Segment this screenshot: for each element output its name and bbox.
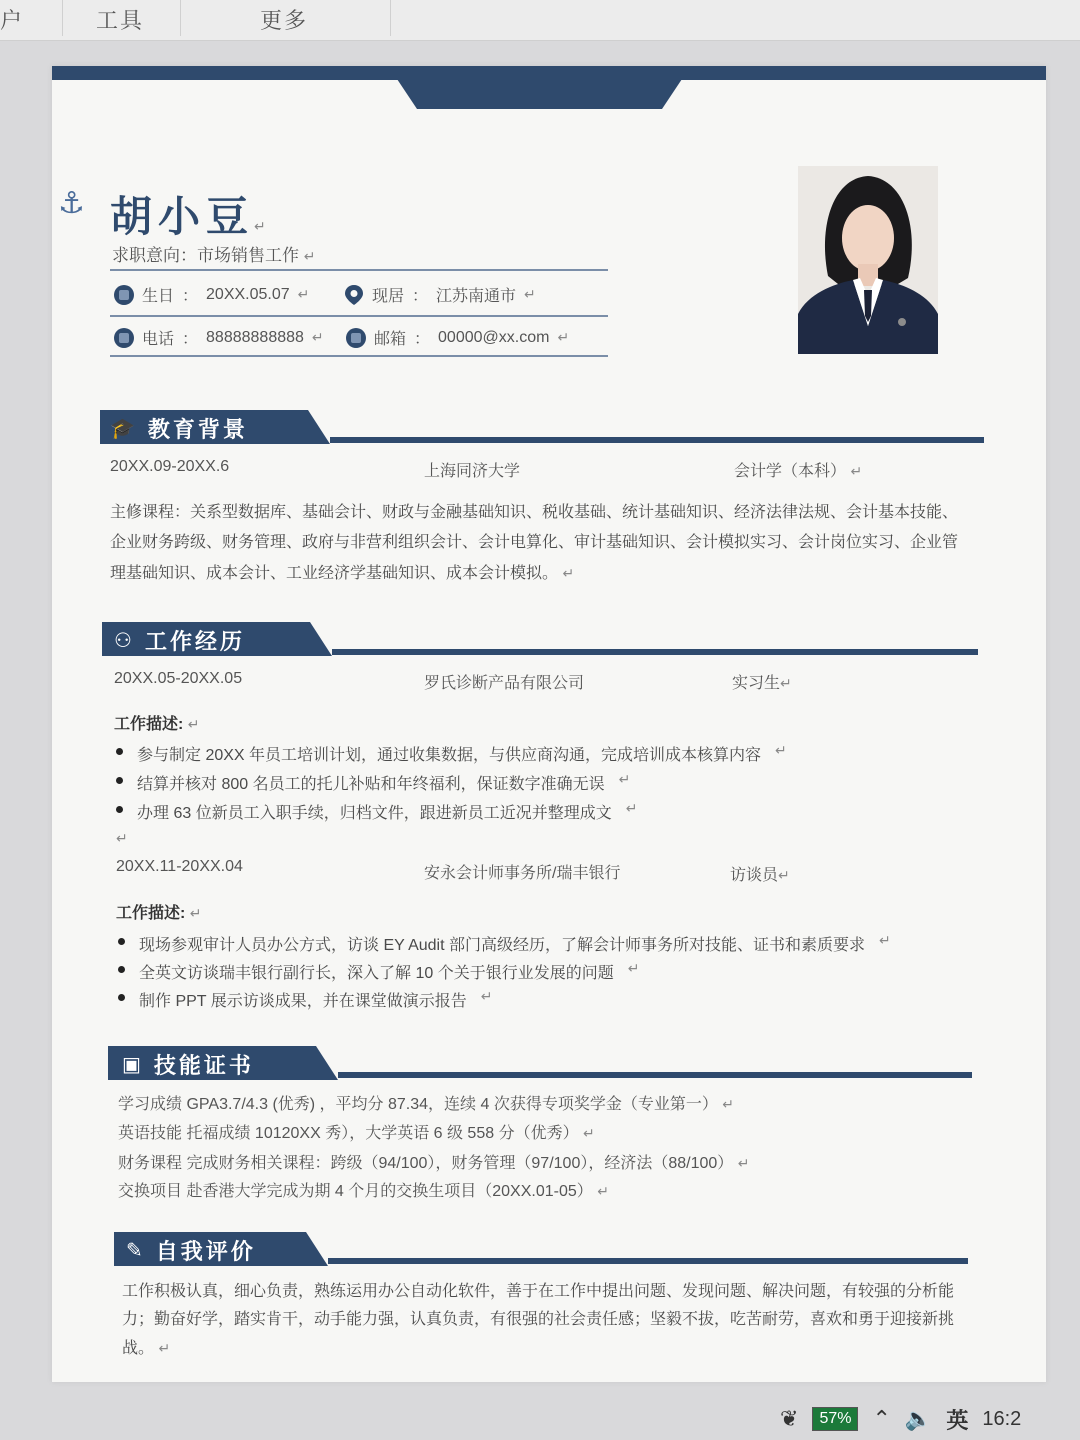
graduation-cap-icon: 🎓 — [110, 418, 138, 440]
certificate-icon: ▣ — [122, 1054, 144, 1076]
list-item: 参与制定 20XX 年员工培训计划，通过收集数据，与供应商沟通，完成培训成本核算内容 ↵ — [116, 742, 787, 765]
email-field: 邮箱 ： 00000@xx.com ↵ — [346, 326, 569, 349]
menu-item-tools[interactable]: 工具 — [96, 8, 145, 33]
job-2-company: 安永会计师事务所/瑞丰银行 — [424, 865, 621, 882]
divider — [110, 269, 608, 271]
menu-separator — [62, 0, 63, 36]
list-item: 现场参观审计人员办公方式，访谈 EY Audit 部门高级经历，了解会计师事务所对技能、证书和素质要求 ↵ — [118, 932, 891, 955]
education-courses: 主修课程：关系型数据库、基础会计、财政与金融基础知识、税收基础、统计基础知识、经济法律法规、会计基本技能、企业财务跨级、财务管理、政府与非营利组织会计、会计电算化、审计基础知识、会计模拟实习、会计岗位实习、企业管理基础知识、成本会计、工业经济学基础知识、成本会计模拟。 ↵ — [110, 504, 959, 582]
app-menubar — [0, 0, 1080, 41]
skill-line: 交换项目 赴香港大学完成为期 4 个月的交换生项目（20XX.01-05） ↵ — [118, 1183, 609, 1200]
divider — [110, 315, 608, 317]
job-2-period: 20XX.11-20XX.04 — [116, 858, 243, 875]
education-school: 上海同济大学 — [424, 463, 521, 480]
edit-icon: ✎ — [126, 1240, 146, 1262]
job-intent: 求职意向：市场销售工作 ↵ — [112, 246, 316, 265]
education-underline — [330, 437, 984, 443]
system-tray — [780, 1398, 1080, 1440]
anchor-icon: ⚓ — [58, 187, 85, 220]
job-2-role: 访谈员↵ — [730, 867, 790, 884]
skill-line: 学习成绩 GPA3.7/4.3 (优秀) ，平均分 87.34，连续 4 次获得专项奖学金（专业第一） ↵ — [118, 1096, 735, 1113]
self-title: ✎ 自我评价 — [126, 1239, 256, 1264]
job-1-period: 20XX.05-20XX.05 — [114, 670, 243, 687]
birthday-icon — [114, 285, 134, 305]
birthday-field: 生日 ： 20XX.05.07 ↵ — [114, 283, 309, 306]
candidate-name: 胡小豆↵ — [110, 193, 272, 240]
location-pin-icon — [344, 284, 364, 306]
education-title: 🎓 教育背景 — [110, 417, 248, 442]
clock[interactable]: 16:2 — [982, 1407, 1022, 1430]
phone-field: 电话 ： 88888888888 ↵ — [114, 326, 324, 349]
email-icon — [346, 328, 366, 348]
education-major: 会计学（本科） ↵ — [734, 463, 863, 480]
briefcase-icon: ⚇ — [114, 630, 135, 652]
menu-separator — [390, 0, 391, 36]
education-period: 20XX.09-20XX.6 — [110, 458, 230, 475]
profile-photo — [798, 166, 938, 354]
skill-line: 英语技能 托福成绩 10120XX 秀），大学英语 6 级 558 分（优秀） ↵ — [118, 1125, 595, 1142]
skills-title: ▣ 技能证书 — [122, 1053, 254, 1078]
self-evaluation-text: 工作积极认真，细心负责，熟练运用办公自动化软件，善于在工作中提出问题、发现问题、解决问题，有较强的分析能力；勤奋好学，踏实肯干，动手能力强，认真负责，有很强的社会责任感；坚毅不拔，吃苦耐劳，喜欢和勇于迎接新挑战。 ↵ — [122, 1283, 955, 1357]
skills-underline — [338, 1072, 972, 1078]
job-1-role: 实习生↵ — [732, 675, 792, 692]
document-page[interactable] — [52, 66, 1046, 1382]
list-item: 结算并核对 800 名员工的托儿补贴和年终福利，保证数字准确无误 ↵ — [116, 771, 630, 794]
list-item: 办理 63 位新员工入职手续，归档文件，跟进新员工近况并整理成文 ↵ — [116, 800, 637, 823]
list-item: 全英文访谈瑞丰银行副行长，深入了解 10 个关于银行业发展的问题 ↵ — [118, 960, 639, 983]
skill-line: 财务课程 完成财务相关课程：跨级（94/100），财务管理（97/100），经济法（88/100） ↵ — [118, 1155, 750, 1172]
job-1-company: 罗氏诊断产品有限公司 — [424, 675, 585, 692]
speaker-icon[interactable]: 🔈 — [904, 1406, 933, 1431]
work-title: ⚇ 工作经历 — [114, 629, 245, 654]
menu-item-account[interactable]: 户 — [0, 8, 25, 33]
work-underline — [332, 649, 978, 655]
leaf-icon[interactable]: ❦ — [780, 1406, 799, 1431]
self-underline — [328, 1258, 968, 1264]
location-field: 现居 ： 江苏南通市 ↵ — [344, 283, 536, 306]
menu-item-more[interactable]: 更多 — [260, 8, 309, 33]
job-2-desc-label: 工作描述: ↵ — [116, 905, 202, 922]
chevron-up-icon[interactable]: ⌃ — [872, 1406, 891, 1431]
menu-separator — [180, 0, 181, 36]
battery-indicator[interactable]: 57% — [812, 1407, 858, 1431]
job-1-desc-label: 工作描述: ↵ — [114, 716, 200, 733]
phone-icon — [114, 328, 134, 348]
list-item: 制作 PPT 展示访谈成果，并在课堂做演示报告 ↵ — [118, 988, 492, 1011]
header-band — [52, 66, 1046, 80]
ime-indicator[interactable]: 英 — [946, 1407, 969, 1433]
header-notch — [397, 79, 682, 109]
paragraph-mark: ↵ — [116, 830, 128, 846]
divider — [110, 355, 608, 357]
